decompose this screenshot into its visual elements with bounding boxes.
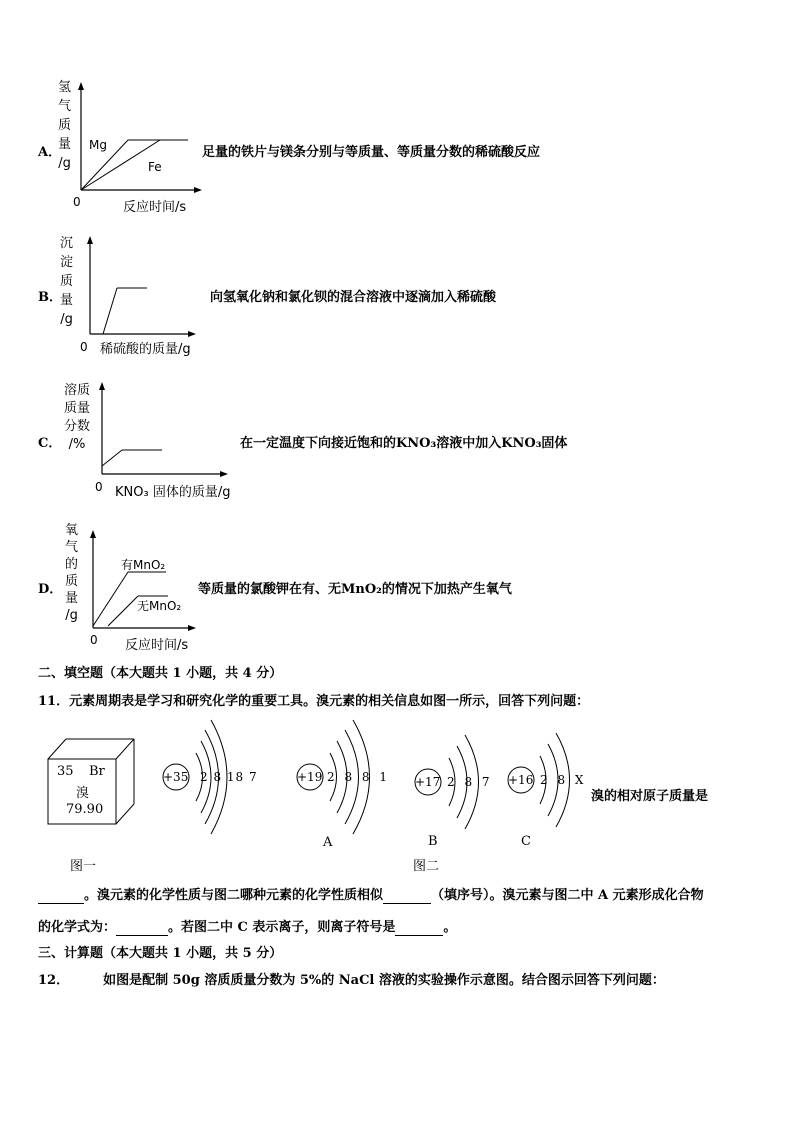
option-a-origin: 0 (73, 195, 81, 209)
bromine-electron-shells: 2 8 18 7 (200, 770, 258, 784)
atom-c-nucleus: +16 (508, 773, 534, 787)
option-d-description: 等质量的氯酸钾在有、无MnO₂的情况下加热产生氧气 (198, 582, 512, 597)
atom-c-electron-shells: 2 8 X (540, 773, 587, 787)
option-a-xlabel: 反应时间/s (123, 200, 187, 215)
section-heading-calculation: 三、计算题（本大题共 1 小题，共 5 分） (38, 946, 283, 961)
option-d-xlabel: 反应时间/s (125, 638, 189, 653)
option-d-ylabel: 氧 气 的 质 量 /g (65, 523, 79, 623)
option-a-mg-label: Mg (89, 138, 107, 152)
atomic-mass: 79.90 (66, 802, 104, 817)
question-12: 12． 如图是配制 50g 溶质质量分数为 5%的 NaCl 溶液的实验操作示意图。结合图示回答下列问题： (38, 973, 665, 988)
option-c-label: C． (38, 436, 62, 451)
answer-blank-ion-symbol[interactable] (395, 920, 443, 936)
element-symbol: Br (89, 764, 105, 779)
option-d-label: D． (38, 582, 63, 597)
atomic-number: 35 (57, 764, 74, 779)
q11-side-prompt: 溴的相对原子质量是 (591, 789, 709, 804)
atom-b-tag: B (428, 834, 438, 849)
option-c-ylabel: 溶质 质量 分数 /% (64, 383, 91, 452)
option-b-label: B． (38, 290, 62, 305)
option-d-with-mno2-label: 有MnO₂ (121, 558, 166, 572)
option-c-description: 在一定温度下向接近饱和的KNO₃溶液中加入KNO₃固体 (240, 436, 568, 451)
option-c-xlabel: KNO₃ 固体的质量/g (115, 485, 231, 500)
bromine-nucleus: +35 (163, 770, 189, 784)
element-name: 溴 (76, 786, 90, 801)
option-c-origin: 0 (95, 480, 103, 494)
atom-a-electron-shells: 2 8 8 1 (327, 770, 390, 784)
q11-line-3: 的化学式为： 。若图二中 C 表示离子，则离子符号是 。 (38, 920, 457, 935)
option-b-origin: 0 (80, 340, 88, 354)
question-11-stem: 11．元素周期表是学习和研究化学的重要工具。溴元素的相关信息如图一所示，回答下列问题： (38, 694, 590, 709)
option-a-description: 足量的铁片与镁条分别与等质量、等质量分数的稀硫酸反应 (202, 145, 541, 160)
option-d-without-mno2-label: 无MnO₂ (137, 599, 182, 613)
atom-c-tag: C (521, 834, 531, 849)
figure-2-caption: 图二 (413, 859, 440, 874)
figure-1-caption: 图一 (70, 859, 97, 874)
answer-blank-formula[interactable] (116, 920, 168, 936)
option-a-fe-label: Fe (148, 160, 162, 174)
option-b-ylabel: 沉 淀 质 量 /g (60, 236, 74, 327)
option-a-label: A． (38, 145, 62, 160)
atom-b-nucleus: +17 (415, 775, 441, 789)
option-b-description: 向氢氧化钠和氯化钡的混合溶液中逐滴加入稀硫酸 (210, 290, 497, 305)
q11-line-2: 。溴元素的化学性质与图二哪种元素的化学性质相似 （填序号）。溴元素与图二中 A 元素形成化合物 (38, 884, 704, 904)
answer-blank-similar-element[interactable] (383, 888, 431, 904)
atom-b-electron-shells: 2 8 7 (447, 775, 493, 789)
atom-a-tag: A (323, 835, 333, 850)
section-heading-fill-in: 二、填空题（本大题共 1 小题，共 4 分） (38, 666, 283, 681)
option-b-xlabel: 稀硫酸的质量/g (100, 342, 191, 357)
atom-a-nucleus: +19 (297, 770, 323, 784)
option-d-origin: 0 (90, 633, 98, 647)
option-a-ylabel: 氢 气 质 量 /g (58, 80, 72, 171)
answer-blank-atomic-mass[interactable] (38, 888, 84, 904)
